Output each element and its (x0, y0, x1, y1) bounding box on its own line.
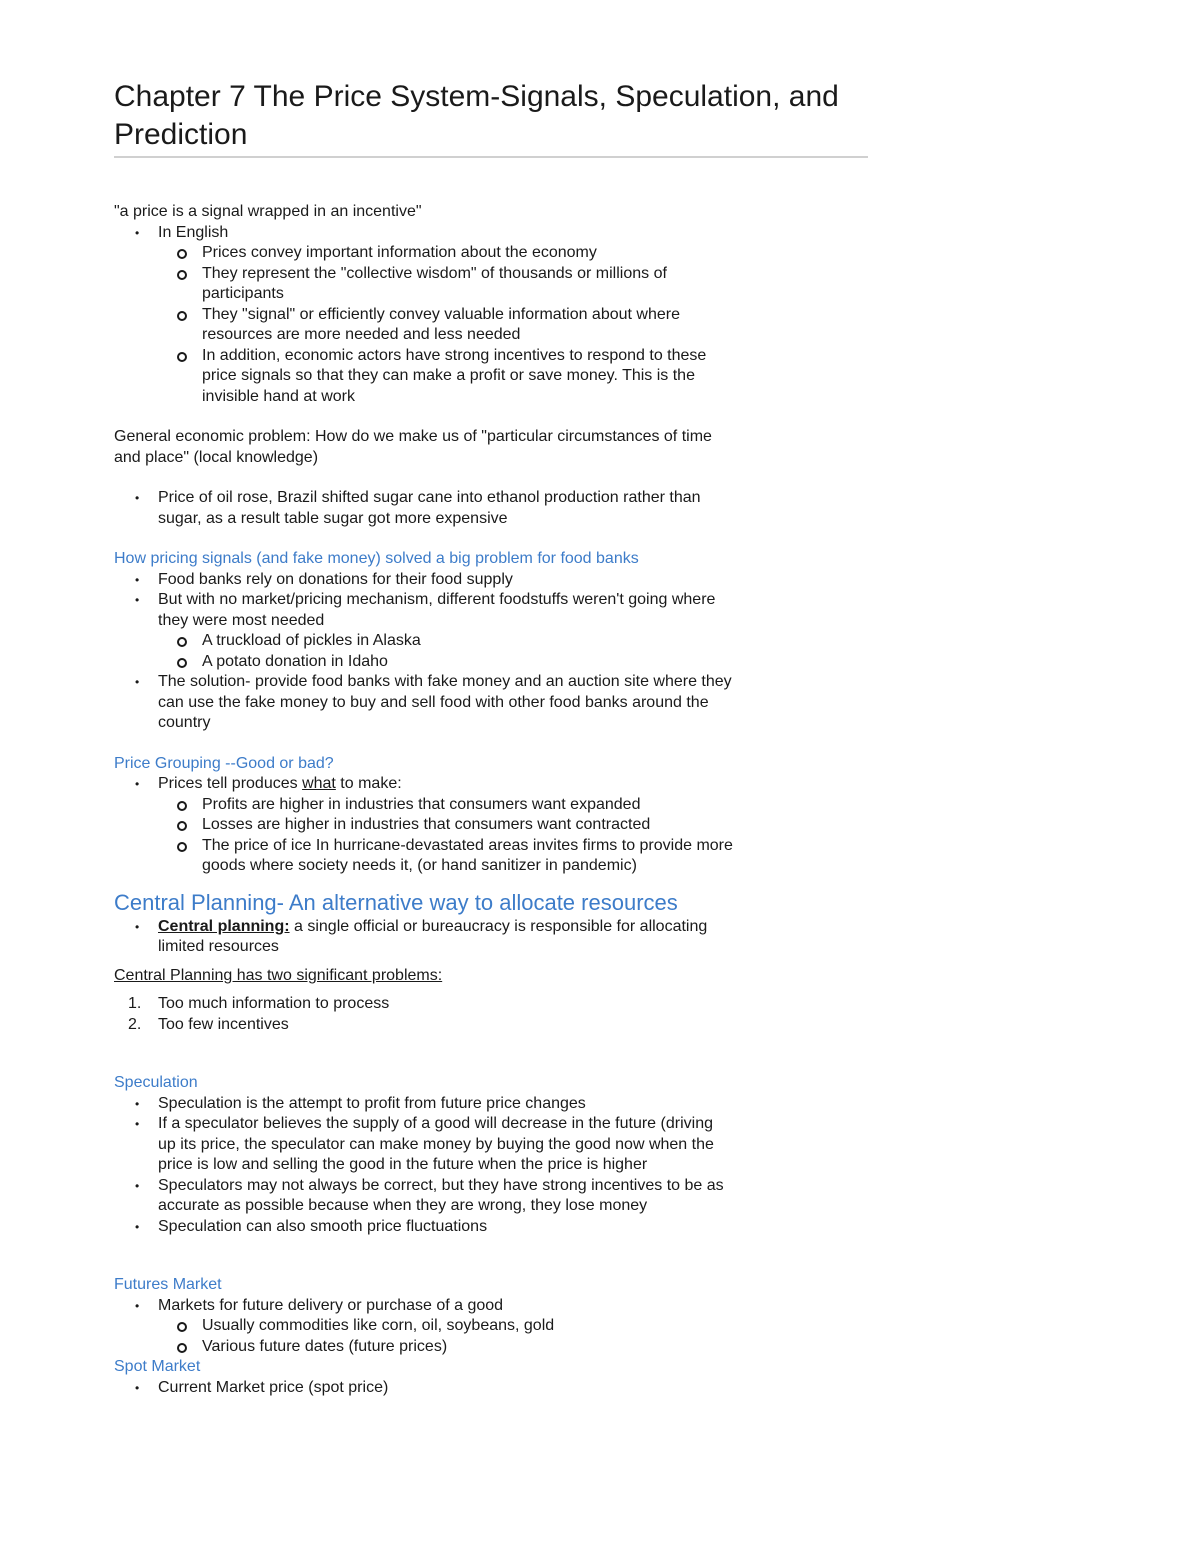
central-planning-problems-heading: Central Planning has two significant problems: (114, 966, 443, 984)
list-item (114, 223, 734, 408)
underlined-word: what (302, 775, 336, 792)
list-item-text-pre: Prices tell produces (158, 775, 303, 792)
price-grouping-sublist (158, 795, 734, 877)
general-problem-paragraph: General economic problem: How do we make us of "particular circumstances of time and place" (local knowledge) (114, 428, 712, 466)
numbered-item (114, 1015, 734, 1036)
document-page (114, 78, 874, 1398)
food-banks-heading: How pricing signals (and fake money) solved a big problem for food banks (114, 550, 639, 567)
quote: "a price is a signal wrapped in an incentive" (114, 203, 422, 220)
sub-list-item: Profits are higher in industries that consumers want expanded (158, 795, 734, 816)
sub-list-item: They represent the "collective wisdom" of thousands or millions of participants (158, 264, 734, 305)
speculation-heading: Speculation (114, 1074, 198, 1091)
sub-list-item: Losses are higher in industries that consumers want contracted (158, 815, 734, 836)
futures-market-sublist (158, 1316, 734, 1357)
sub-list-item: Prices convey important information about the economy (158, 243, 734, 264)
list-item: • The solution- provide food banks with fake money and an auction site where they can use the fake money to buy and sell food with other food banks around the country (114, 672, 734, 734)
food-banks-list (114, 570, 734, 734)
futures-market-heading: Futures Market (114, 1276, 222, 1293)
oil-example-list (114, 488, 734, 529)
item-number: 1. (128, 995, 142, 1012)
food-banks-sublist (158, 631, 734, 672)
item-number: 2. (128, 1015, 142, 1033)
document-body (114, 202, 734, 1398)
definition-text: a single official or bureaucracy is responsible for allocating limited resources (158, 917, 708, 955)
list-item (114, 917, 734, 958)
list-item: • Current Market price (spot price) (114, 1378, 734, 1399)
price-grouping-list (114, 774, 734, 877)
list-item: • Speculation is the attempt to profit from future price changes (114, 1094, 734, 1115)
list-item-text: Markets for future delivery or purchase of a good (158, 1296, 504, 1314)
spot-market-list (114, 1378, 734, 1399)
list-item-text: But with no market/pricing mechanism, different foodstuffs weren't going where they were most needed (158, 591, 716, 629)
list-item: • If a speculator believes the supply of a good will decrease in the future (driving up its price, the speculator can make money by buying the good now when the price is low and selling the good in the future when the price is higher (114, 1114, 734, 1176)
numbered-item (114, 994, 734, 1015)
list-item-text: In English (158, 223, 229, 241)
sub-list-item: Various future dates (future prices) (158, 1337, 734, 1358)
numbered-item-text: Too few incentives (158, 1015, 289, 1033)
list-item: • Speculation can also smooth price fluctuations (114, 1217, 734, 1238)
page-title: Chapter 7 The Price System-Signals, Speculation, and Prediction (114, 78, 868, 158)
list-item: • Food banks rely on donations for their food supply (114, 570, 734, 591)
central-planning-problems-list (114, 994, 734, 1035)
futures-market-list (114, 1296, 734, 1358)
list-item: • Price of oil rose, Brazil shifted sugar cane into ethanol production rather than sugar, as a result table sugar got more expensive (114, 488, 734, 529)
spot-market-heading: Spot Market (114, 1358, 201, 1375)
numbered-item-text: Too much information to process (158, 995, 390, 1012)
list-item (114, 1296, 734, 1358)
in-english-list (114, 223, 734, 408)
sub-list-item: A truckload of pickles in Alaska (158, 631, 734, 652)
list-item-text-post: to make: (335, 775, 402, 792)
sub-list-item: They "signal" or efficiently convey valuable information about where resources are more needed and less needed (158, 305, 734, 346)
in-english-sublist (158, 243, 734, 407)
sub-list-item: Usually commodities like corn, oil, soybeans, gold (158, 1316, 734, 1337)
central-planning-heading: Central Planning- An alternative way to allocate resources (114, 889, 678, 915)
sub-list-item: In addition, economic actors have strong incentives to respond to these price signals so that they can make a profit or save money. This is the invisible hand at work (158, 346, 734, 408)
sub-list-item: A potato donation in Idaho (158, 652, 734, 673)
price-grouping-heading: Price Grouping --Good or bad? (114, 754, 334, 772)
list-item (114, 774, 734, 877)
list-item: • Speculators may not always be correct, but they have strong incentives to be as accurate as possible because when they are wrong, they lose money (114, 1176, 734, 1217)
list-item (114, 590, 734, 672)
sub-list-item: The price of ice In hurricane-devastated areas invites firms to provide more goods where society needs it, (or hand sanitizer in pandemic) (158, 836, 734, 877)
speculation-list (114, 1094, 734, 1238)
central-planning-list (114, 917, 734, 958)
defined-term: Central planning: (158, 917, 290, 935)
